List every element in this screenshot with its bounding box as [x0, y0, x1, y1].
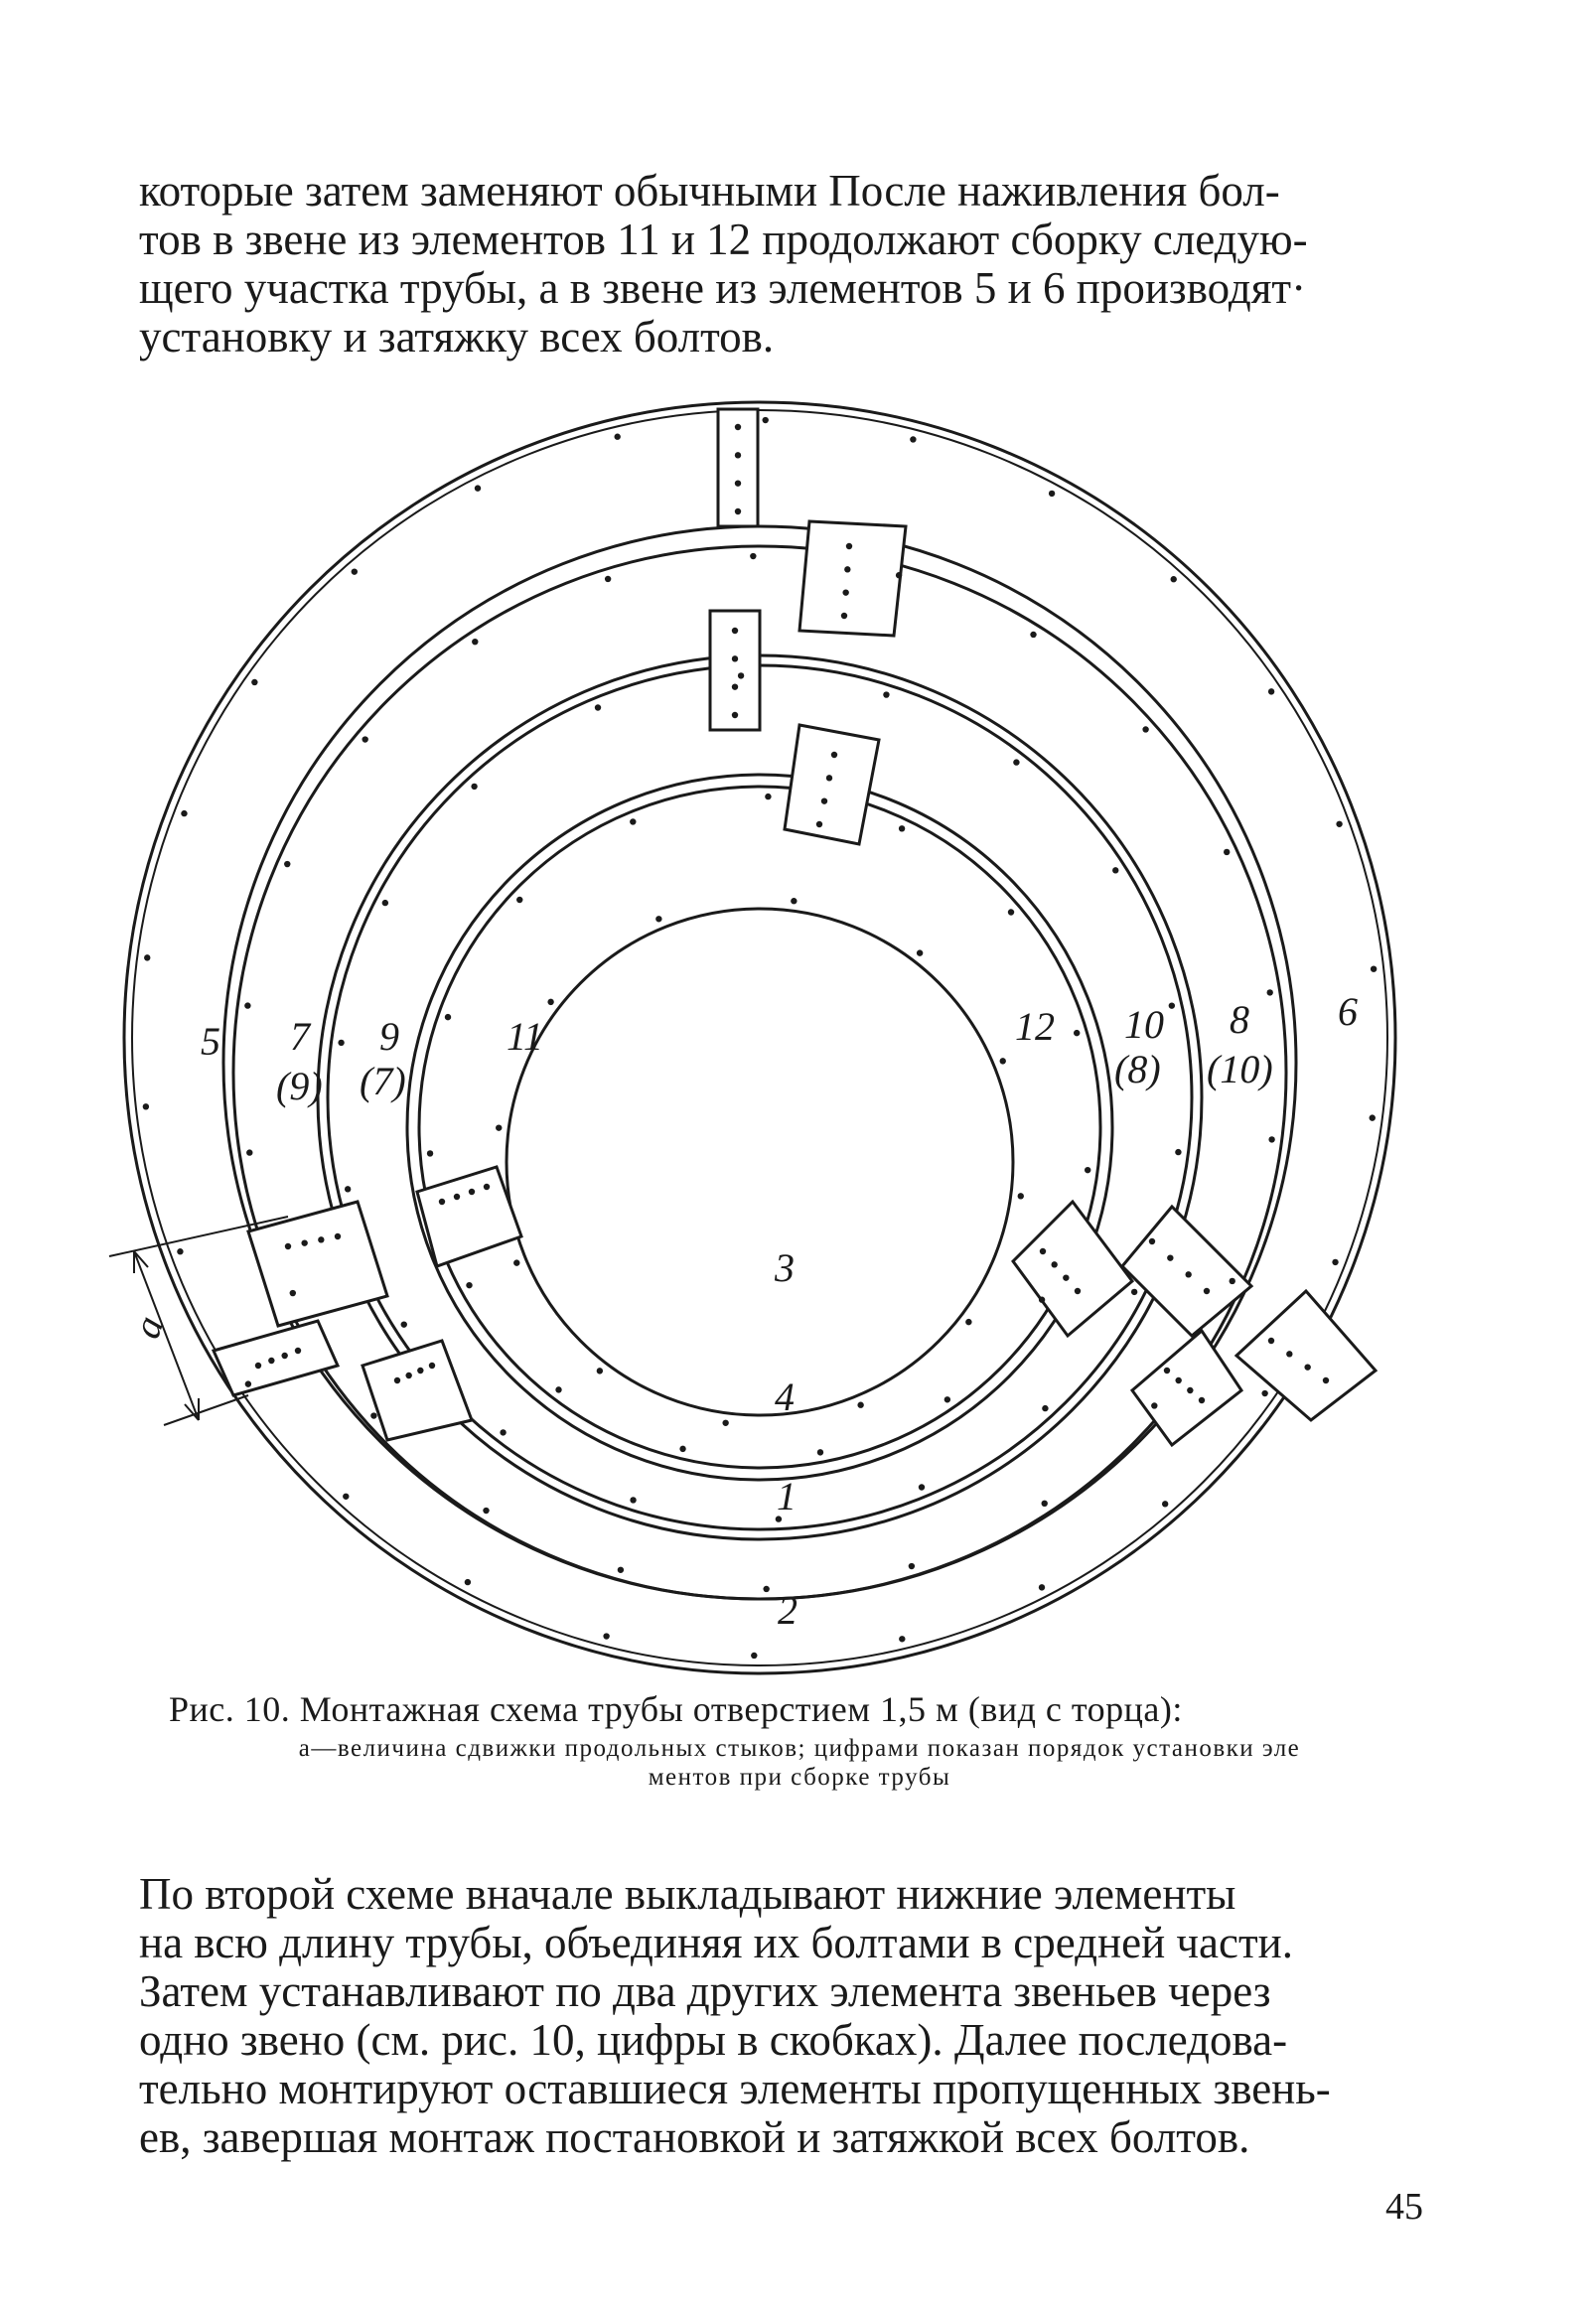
bolt-dot [484, 1184, 490, 1190]
bolt-dot [1268, 688, 1274, 694]
bolt-dot [1268, 1338, 1274, 1344]
label-element-9: 9 [379, 1014, 399, 1059]
label-element-7-bracket: (7) [360, 1059, 406, 1103]
label-element-11: 11 [507, 1014, 544, 1059]
ring-3-outer [419, 787, 1100, 1468]
bolt-dot [268, 1358, 274, 1364]
bolt-dot [1370, 1114, 1376, 1120]
bolt-dot [732, 628, 738, 634]
paragraph-line: щего участка трубы, а в звене из элементов 5 и 6 производят· [139, 263, 1307, 313]
bolt-dot [899, 1636, 905, 1642]
bolt-dot [842, 589, 848, 595]
label-element-12: 12 [1015, 1004, 1055, 1049]
bolt-dot [735, 452, 741, 458]
bolt-dot [735, 508, 741, 514]
bolt-dot [417, 1368, 423, 1373]
bolt-dot [343, 1494, 349, 1500]
bolt-dot [1224, 849, 1230, 855]
bolt-dot [1013, 759, 1019, 765]
bolt-dot [630, 818, 636, 824]
label-element-5: 5 [201, 1019, 220, 1064]
bolt-dot [513, 1259, 519, 1265]
bolt-dot [295, 1348, 301, 1354]
bolt-dot [1040, 1248, 1046, 1254]
bolt-dot [1175, 1149, 1181, 1155]
bolt-dot [362, 736, 367, 742]
bolt-dot [618, 1567, 624, 1573]
bolt-dot [143, 1103, 149, 1109]
label-element-10: 10 [1124, 1002, 1164, 1047]
bolt-dot [826, 775, 832, 781]
bolt-dot [281, 1353, 287, 1359]
bolt-dot [1199, 1397, 1205, 1403]
bolt-dot [1131, 1289, 1137, 1295]
bolt-dot [732, 712, 738, 718]
bolt-dot [445, 1014, 451, 1020]
caption-sub-line: a—величина сдвижки продольных стыков; цифрами показан порядок установки эле [298, 1735, 1301, 1762]
bolt-dot [483, 1508, 489, 1514]
bolt-dot [1268, 1136, 1274, 1142]
bolt-dot [735, 480, 741, 486]
bolt-dot [1336, 821, 1342, 827]
bolt-dot [1149, 1238, 1155, 1244]
bolt-dot [919, 1484, 925, 1490]
paragraph-line: установку и затяжку всех болтов. [139, 312, 775, 361]
bolt-dot [1175, 1377, 1181, 1383]
bolt-dot [1018, 1193, 1024, 1199]
label-element-2: 2 [778, 1588, 798, 1633]
bolt-dot [1171, 576, 1177, 582]
bolt-dot [1039, 1297, 1045, 1303]
label-element-10-bracket: (10) [1207, 1047, 1273, 1091]
label-element-6: 6 [1338, 989, 1358, 1034]
bolt-dot [1030, 632, 1036, 638]
bolt-dot [817, 1449, 823, 1455]
joint-left-4 [417, 1167, 521, 1266]
bolt-dot [910, 436, 916, 442]
bolt-dot [841, 613, 847, 619]
bolt-dot [401, 1321, 407, 1327]
bolt-dot [472, 639, 478, 645]
bolt-dot [555, 1386, 561, 1392]
bolt-dot [284, 861, 290, 867]
bolt-dot [181, 810, 187, 816]
bolt-group [143, 417, 1378, 1659]
bolt-dot [1075, 1288, 1081, 1294]
bolt-dot [290, 1290, 296, 1296]
bolt-dot [1049, 491, 1055, 497]
bolt-dot [1304, 1364, 1310, 1370]
joint-top-4 [785, 725, 879, 844]
joint-right-4 [1236, 1291, 1376, 1420]
paragraph-top [139, 167, 1430, 361]
bolt-dot [1039, 1584, 1045, 1590]
page-number: 45 [1385, 2186, 1423, 2228]
bolt-dot [944, 1396, 950, 1402]
paragraph-line: которые затем заменяют обычными После наживления бол- [139, 166, 1280, 216]
bolt-dot [405, 1373, 411, 1378]
bolt-dot [547, 999, 553, 1005]
dimension-a-label: a [123, 1309, 173, 1345]
paragraph-line: ев, завершая монтаж постановкой и затяжкой всех болтов. [139, 2112, 1250, 2162]
ring-4-inner [407, 775, 1112, 1480]
bolt-dot [597, 1368, 603, 1373]
bolt-dot [765, 794, 771, 799]
bolt-dot [427, 1150, 433, 1156]
joint-top-2 [799, 521, 906, 636]
bolt-dot [338, 1040, 344, 1046]
label-element-7: 7 [290, 1014, 310, 1059]
bolt-dot [831, 752, 837, 758]
bolt-dot [763, 417, 769, 423]
bolt-dot [763, 1586, 769, 1592]
bolt-dot [1151, 1402, 1157, 1408]
bolt-dot [883, 691, 889, 697]
label-element-4: 4 [775, 1374, 795, 1419]
bolt-dot [844, 566, 850, 572]
bolt-dot [679, 1446, 685, 1452]
bolt-dot [471, 784, 477, 790]
bolt-dot [465, 1579, 471, 1585]
bolt-dot [1169, 1002, 1175, 1008]
bolt-dot [1286, 1351, 1292, 1357]
pipe-assembly-figure [99, 387, 1430, 1678]
bolt-dot [750, 553, 756, 559]
bolt-dot [630, 1497, 636, 1503]
bolt-dot [516, 897, 522, 903]
bolt-dot [1371, 965, 1377, 971]
bolt-dot [1142, 726, 1148, 732]
bolt-dot [335, 1233, 341, 1239]
bolt-dot [1085, 1167, 1090, 1173]
bolt-dot [965, 1319, 971, 1325]
bolt-dot [1051, 1261, 1057, 1267]
bolt-dot [614, 434, 620, 440]
label-element-9-bracket: (9) [276, 1064, 323, 1108]
bolt-dot [722, 1420, 728, 1426]
bolt-dot [1204, 1288, 1210, 1294]
bolt-dot [144, 954, 150, 960]
bolt-dot [909, 1563, 915, 1569]
bolt-dot [603, 1633, 609, 1639]
bolt-dot [301, 1239, 307, 1245]
label-element-8: 8 [1230, 997, 1249, 1042]
bolt-dot [251, 679, 257, 685]
bolt-dot [1042, 1405, 1048, 1411]
bolt-dot [255, 1363, 261, 1369]
bolt-dot [917, 949, 923, 955]
bolt-dot [500, 1429, 506, 1435]
bolt-dot [454, 1194, 460, 1200]
bolt-dot [475, 485, 481, 491]
bolt-dot [1000, 1058, 1006, 1064]
bolt-dot [246, 1149, 252, 1155]
bolt-dot [394, 1377, 400, 1383]
bolt-dot [896, 572, 902, 578]
bolt-dot [1164, 1368, 1170, 1373]
pipe-assembly-diagram [99, 387, 1430, 1678]
bolt-dot [1074, 1030, 1080, 1036]
paragraph-line: тельно монтируют оставшиеся элементы пропущенных звень- [139, 2064, 1331, 2113]
bolt-dot [429, 1363, 435, 1369]
bolt-dot [738, 672, 744, 678]
bolt-dot [791, 898, 797, 904]
ring-outer-edge [124, 402, 1395, 1673]
bolt-dot [466, 1282, 472, 1288]
bolt-dot [245, 1380, 251, 1386]
joint-left-3 [363, 1341, 472, 1440]
bolt-dot [751, 1653, 757, 1659]
bolt-dot [244, 1002, 250, 1008]
bolt-dot [370, 1412, 376, 1418]
bolt-dot [899, 825, 905, 831]
bolt-dot [655, 916, 661, 922]
figure-caption [169, 1688, 1430, 1792]
paragraph-line: одно звено (см. рис. 10, цифры в скобках). Далее последова- [139, 2015, 1288, 2065]
paragraph-line: Затем устанавливают по два других элемента звеньев через [139, 1966, 1271, 2016]
bolt-dot [439, 1199, 445, 1205]
bolt-dot [1230, 1278, 1235, 1284]
bolt-dot [1008, 909, 1014, 915]
bolt-dot [1261, 1390, 1267, 1396]
label-element-3: 3 [775, 1245, 795, 1290]
joint-left-2 [214, 1321, 338, 1395]
ring-3-inner [507, 909, 1013, 1415]
caption-sub-line: ментов при сборке трубы [648, 1764, 951, 1791]
label-element-8-bracket: (8) [1114, 1047, 1161, 1091]
bolt-dot [382, 900, 388, 906]
caption-main: Рис. 10. Монтажная схема трубы отверстием 1,5 м (вид с торца): [169, 1689, 1183, 1729]
bolt-dot [496, 1124, 502, 1130]
bolt-dot [1162, 1501, 1168, 1507]
bolt-dot [1112, 867, 1118, 873]
label-element-1: 1 [777, 1474, 797, 1518]
bolt-dot [732, 683, 738, 689]
bolt-dot [1185, 1271, 1191, 1277]
bolt-dot [595, 704, 601, 710]
bolt-dot [285, 1243, 291, 1249]
bolt-dot [469, 1189, 475, 1195]
bolt-dot [177, 1248, 183, 1254]
bolt-dot [735, 424, 741, 430]
bolt-dot [816, 821, 822, 827]
bolt-dot [857, 1402, 863, 1408]
bolt-dot [1063, 1274, 1069, 1280]
bolt-dot [1167, 1254, 1173, 1260]
bolt-dot [345, 1186, 351, 1192]
bolt-dot [1187, 1387, 1193, 1393]
bolt-dot [732, 655, 738, 661]
bolt-dot [1332, 1259, 1338, 1265]
paragraph-line: тов в звене из элементов 11 и 12 продолжают сборку следую- [139, 215, 1308, 264]
bolt-dot [821, 797, 827, 803]
bolt-dot [605, 576, 611, 582]
caption-sub [169, 1734, 1430, 1792]
bolt-dot [318, 1236, 324, 1242]
bolt-dot [1042, 1501, 1048, 1507]
paragraph-bottom [139, 1870, 1430, 2162]
bolt-dot [846, 543, 852, 549]
bolt-dot [352, 568, 358, 574]
joint-right-1 [1013, 1202, 1132, 1336]
bolt-dot [1323, 1377, 1329, 1383]
paragraph-line: на всю длину трубы, объединяя их болтами в средней части. [139, 1918, 1293, 1967]
bolt-dot [1267, 989, 1273, 995]
paragraph-line: По второй схеме вначале выкладывают нижние элементы [139, 1869, 1236, 1919]
